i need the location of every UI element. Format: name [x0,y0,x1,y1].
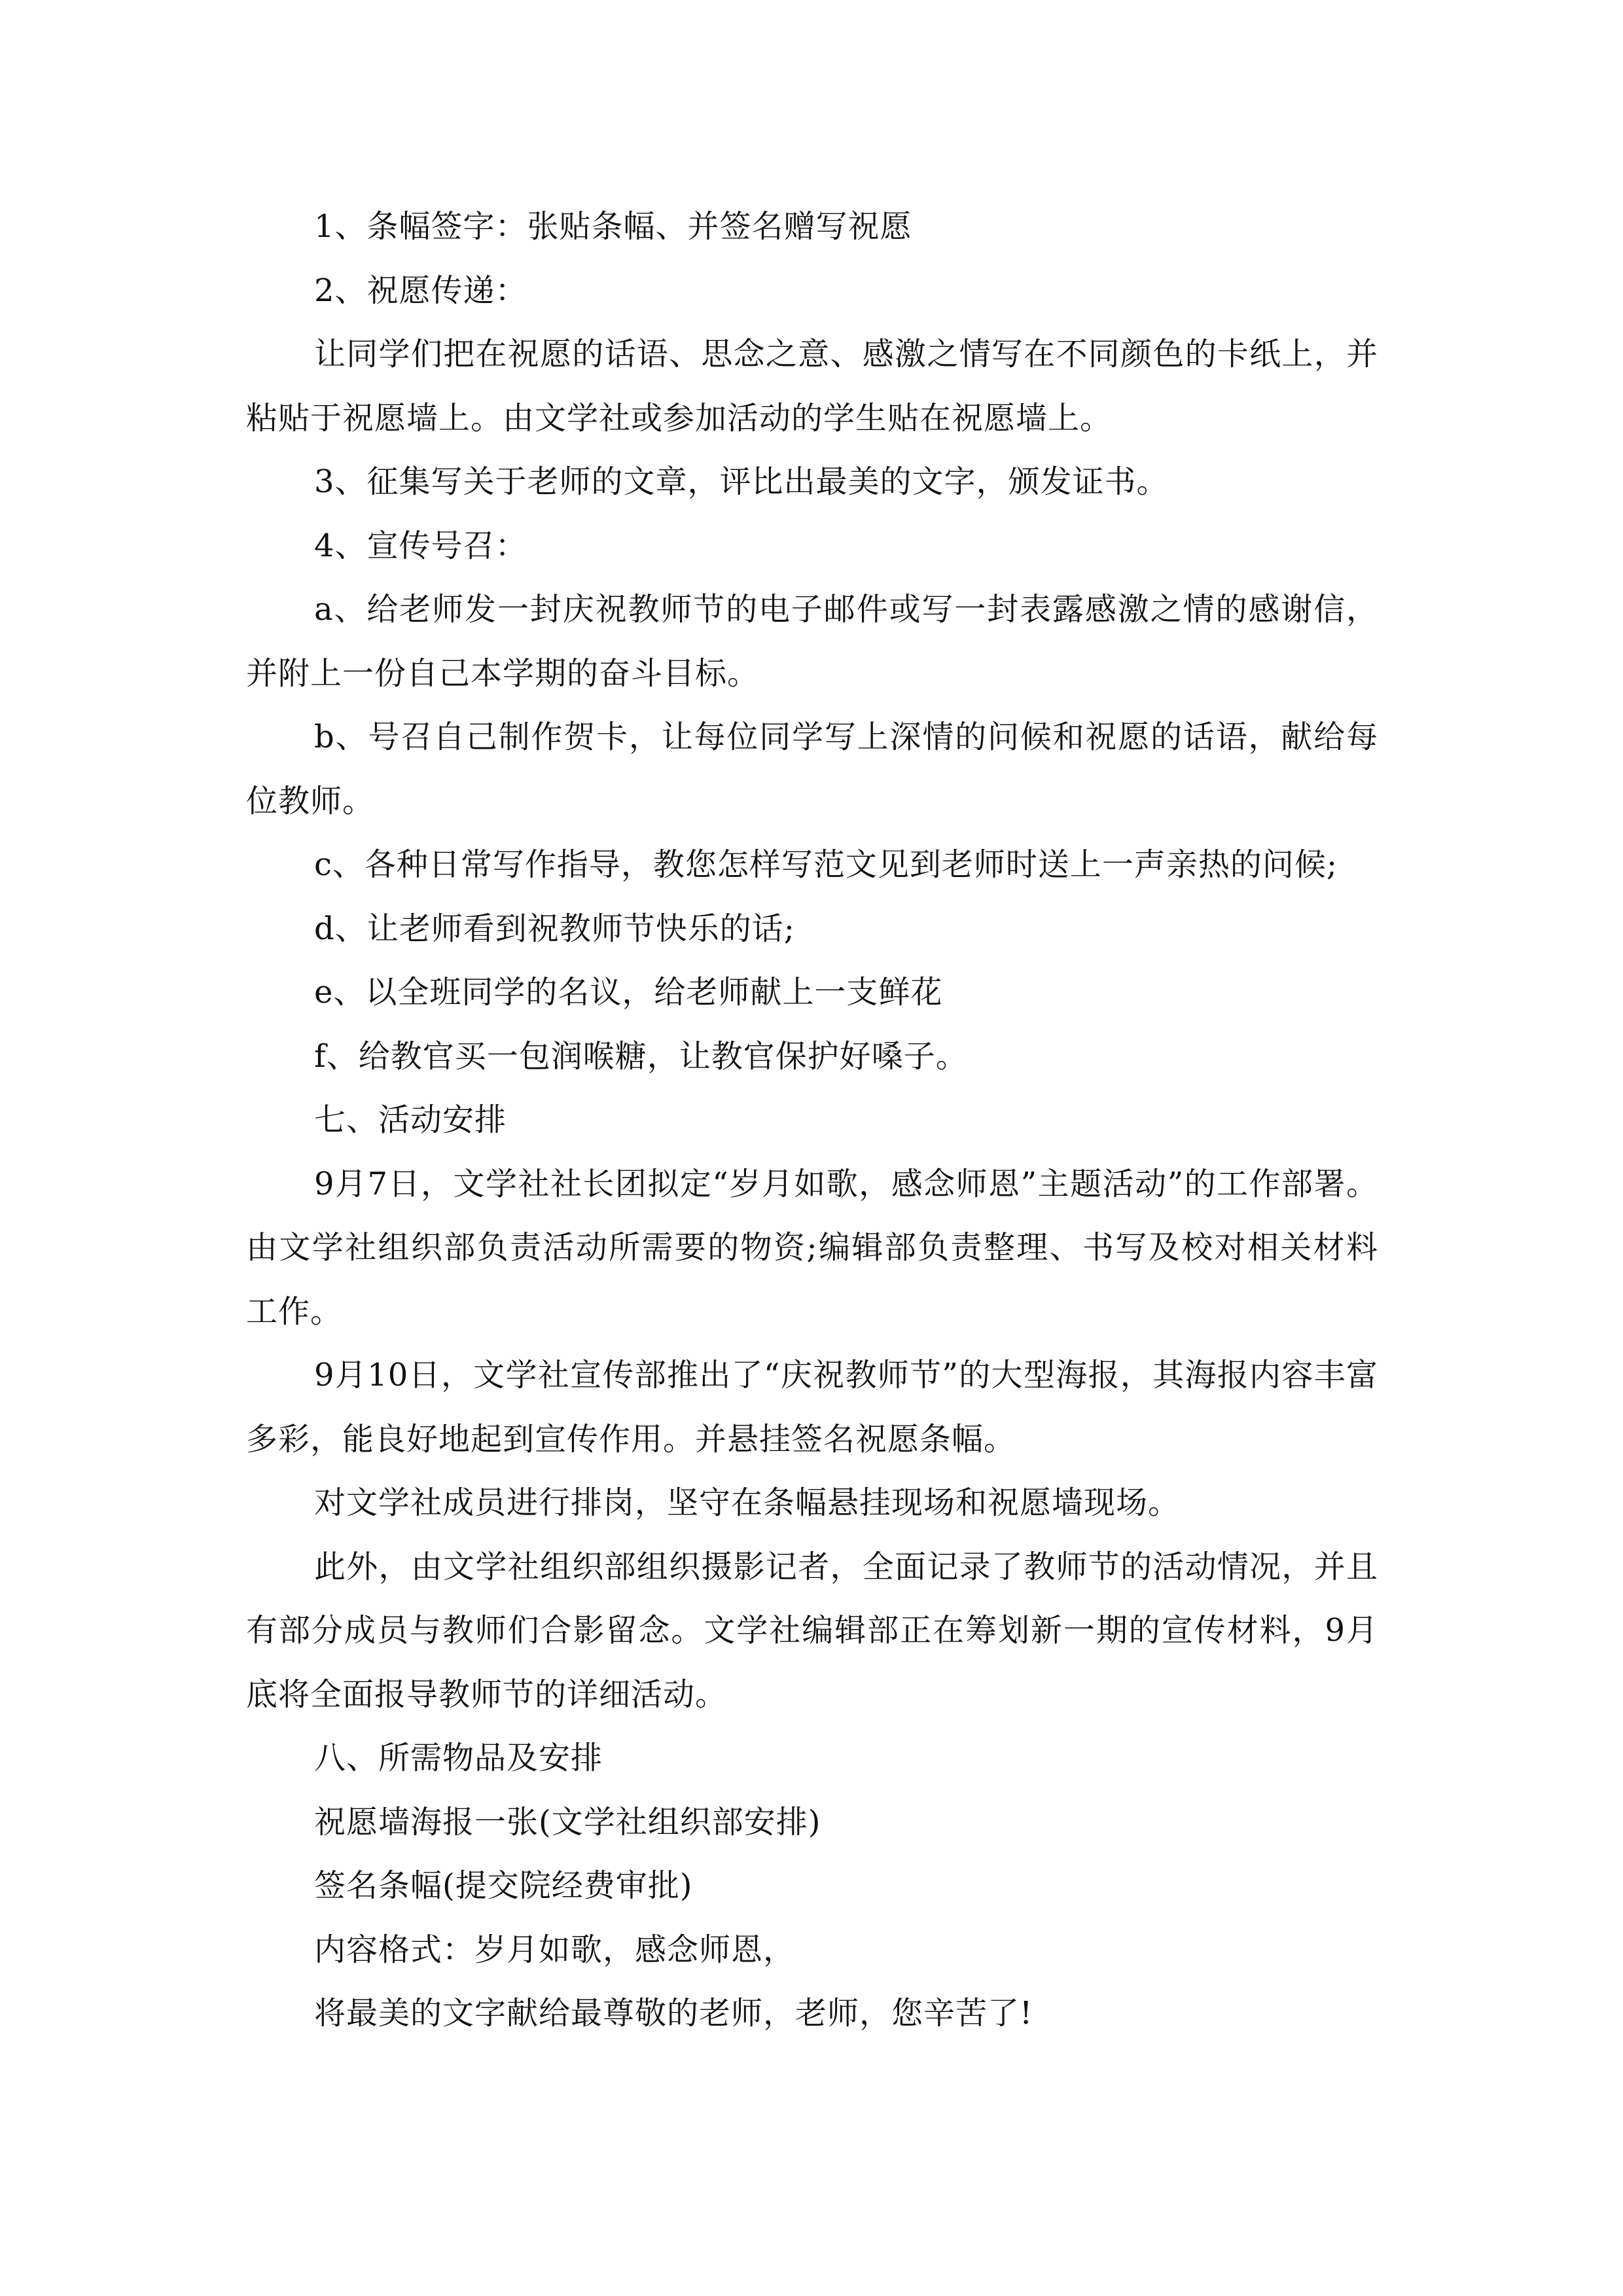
section-heading-required-items: 八、所需物品及安排 [314,1740,603,1776]
paragraph-sept-10: 9月10日，文学社宣传部推出了“庆祝教师节”的大型海报，其海报内容丰富多彩，能良好地起到宣传作用。并悬挂签名祝愿条幅。 [246,1357,1378,1458]
paragraph-wish-cards: 让同学们把在祝愿的话语、思念之意、感激之情写在不同颜色的卡纸上，并粘贴于祝愿墙上。由文学社或参加活动的学生贴在祝愿墙上。 [246,336,1378,437]
paragraph-sept-7: 9月7日，文学社社长团拟定“岁月如歌，感念师恩”主题活动”的工作部署。由文学社组织部负责活动所需要的物资;编辑部负责整理、书写及校对相关材料工作。 [246,1165,1378,1330]
paragraph-wish-passing-heading: 2、祝愿传递： [314,272,527,309]
paragraph-staff-posting: 对文学社成员进行排岗，坚守在条幅悬挂现场和祝愿墙现场。 [314,1484,1181,1521]
document-body [246,195,1378,2046]
paragraph-banner: 签名条幅(提交院经费审批) [314,1867,693,1904]
paragraph-photography: 此外，由文学社组织部组织摄影记者，全面记录了教师节的活动情况，并且有部分成员与教师们合影留念。文学社编辑部正在筹划新一期的宣传材料，9月底将全面报导教师节的详细活动。 [246,1548,1378,1713]
paragraph-content-format: 内容格式：岁月如歌，感念师恩， [314,1931,796,1968]
paragraph-poster: 祝愿墙海报一张(文学社组织部安排) [314,1803,821,1840]
paragraph-banner-signing: 1、条幅签字：张贴条幅、并签名赠写祝愿 [314,208,912,245]
paragraph-essay-collection: 3、征集写关于老师的文章，评比出最美的文字，颁发证书。 [314,463,1169,500]
paragraph-publicity-heading: 4、宣传号召： [314,527,527,564]
paragraph-closing: 将最美的文字献给最尊敬的老师，老师，您辛苦了! [314,1995,1033,2032]
paragraph-item-d: d、让老师看到祝教师节快乐的话; [314,910,795,947]
paragraph-item-f: f、给教官买一包润喉糖，让教官保护好嗓子。 [314,1037,968,1075]
paragraph-item-c: c、各种日常写作指导，教您怎样写范文见到老师时送上一声亲热的问候; [314,846,1338,883]
paragraph-item-e: e、以全班同学的名议，给老师献上一支鲜花 [314,974,943,1011]
paragraph-item-b: b、号召自己制作贺卡，让每位同学写上深情的问候和祝愿的话语，献给每位教师。 [246,719,1378,819]
paragraph-item-a: a、给老师发一封庆祝教师节的电子邮件或写一封表露感激之情的感谢信，并附上一份自己本学期的奋斗目标。 [246,591,1378,692]
section-heading-activity-arrangement: 七、活动安排 [314,1102,507,1138]
